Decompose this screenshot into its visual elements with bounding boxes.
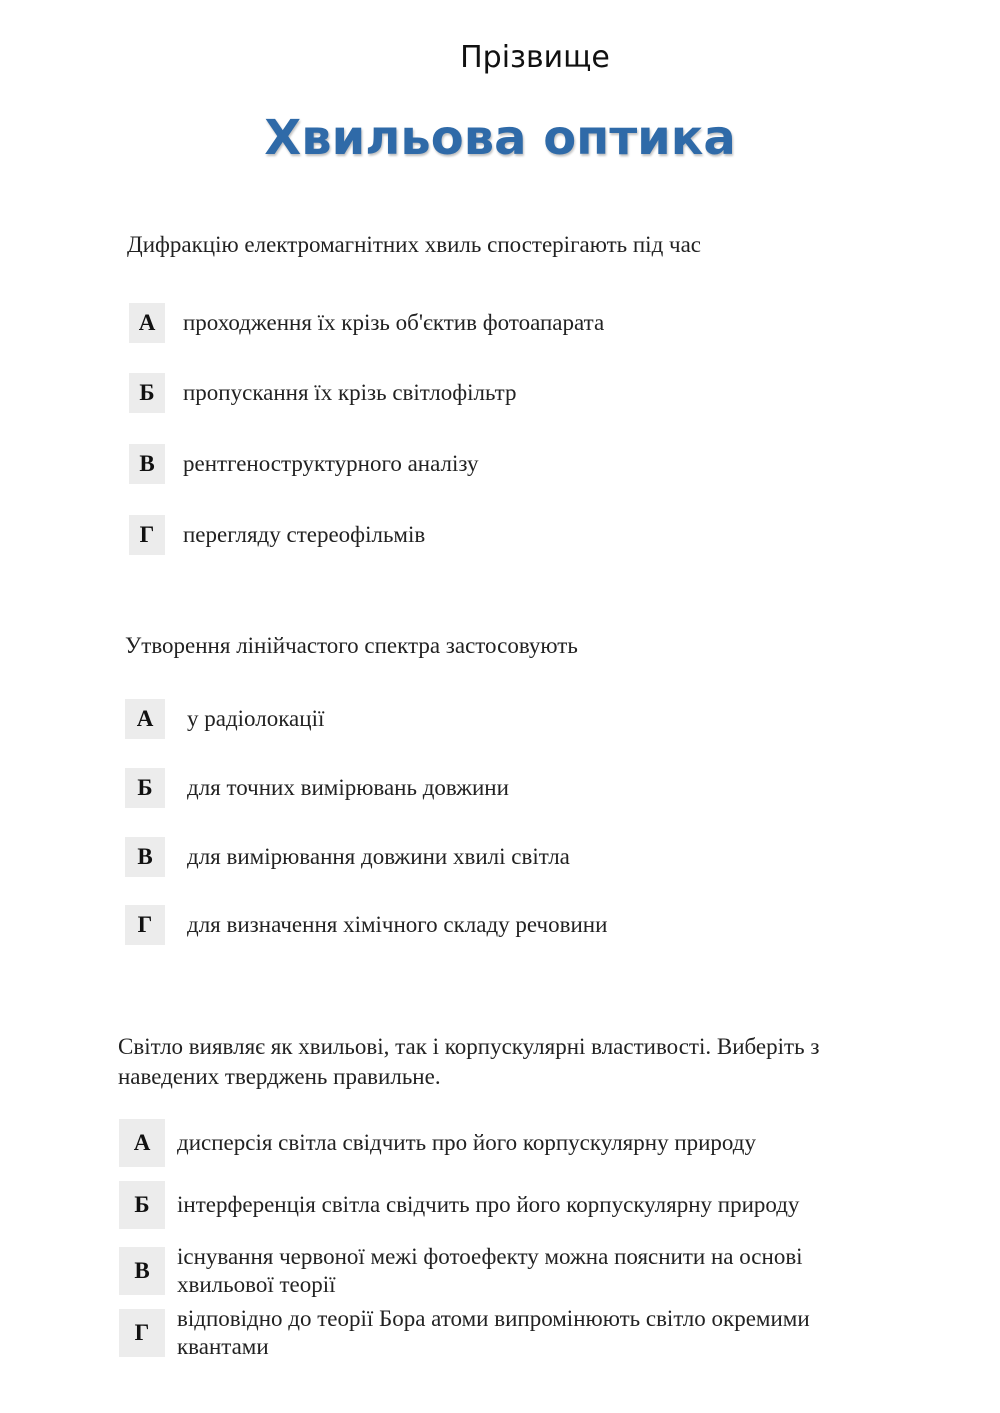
question-2-option-v[interactable] [125, 837, 570, 877]
option-text: перегляду стереофільмів [183, 522, 426, 547]
option-text: відповідно до теорії Бора атоми випромінюють світло окремими квантами [177, 1306, 810, 1359]
option-text: існування червоної межі фотоефекту можна пояснити на основі хвильової теорії [177, 1244, 803, 1297]
option-text: у радіолокації [187, 706, 325, 731]
question-2-text: Утворення лінійчастого спектра застосовують [125, 633, 578, 658]
question-1-option-v[interactable] [129, 444, 478, 484]
option-text: проходження їх крізь об'єктив фотоапарата [183, 310, 605, 335]
option-letter: А [125, 699, 165, 739]
option-letter: А [119, 1119, 165, 1167]
question-2-option-a[interactable] [125, 699, 324, 739]
question-2-option-b[interactable] [125, 768, 509, 808]
question-2-option-g[interactable] [125, 905, 607, 945]
option-text: дисперсія світла свідчить про його корпускулярну природу [177, 1130, 756, 1155]
question-3-option-v[interactable] [119, 1243, 879, 1299]
question-3-option-g[interactable] [119, 1305, 889, 1361]
option-letter: Б [119, 1181, 165, 1229]
option-text: пропускання їх крізь світлофільтр [183, 380, 517, 405]
option-letter: Б [125, 768, 165, 808]
option-letter: А [129, 303, 165, 343]
surname-label: Прізвище [460, 40, 610, 75]
question-1-text: Дифракцію електромагнітних хвиль спостерігають під час [127, 232, 702, 257]
page-title: Хвильова оптика [264, 110, 736, 166]
option-text: інтерференція світла свідчить про його корпускулярну природу [177, 1192, 800, 1217]
option-letter: В [119, 1247, 165, 1295]
question-3-option-a[interactable] [119, 1119, 899, 1167]
question-1-option-g[interactable] [129, 515, 425, 555]
option-text: рентгеноструктурного аналізу [183, 451, 479, 476]
question-1-option-b[interactable] [129, 373, 516, 413]
option-text: для визначення хімічного складу речовини [187, 912, 608, 937]
option-letter: В [129, 444, 165, 484]
option-text: для вимірювання довжини хвилі світла [187, 844, 570, 869]
option-letter: Г [129, 515, 165, 555]
option-letter: Г [119, 1309, 165, 1357]
question-1-option-a[interactable] [129, 303, 604, 343]
question-3-option-b[interactable] [119, 1181, 899, 1229]
question-3-text: Світло виявляє як хвильові, так і корпускулярні властивості. Виберіть з наведених тверджень правильне. [118, 1034, 820, 1089]
option-letter: Б [129, 373, 165, 413]
option-letter: Г [125, 905, 165, 945]
option-text: для точних вимірювань довжини [187, 775, 509, 800]
option-letter: В [125, 837, 165, 877]
